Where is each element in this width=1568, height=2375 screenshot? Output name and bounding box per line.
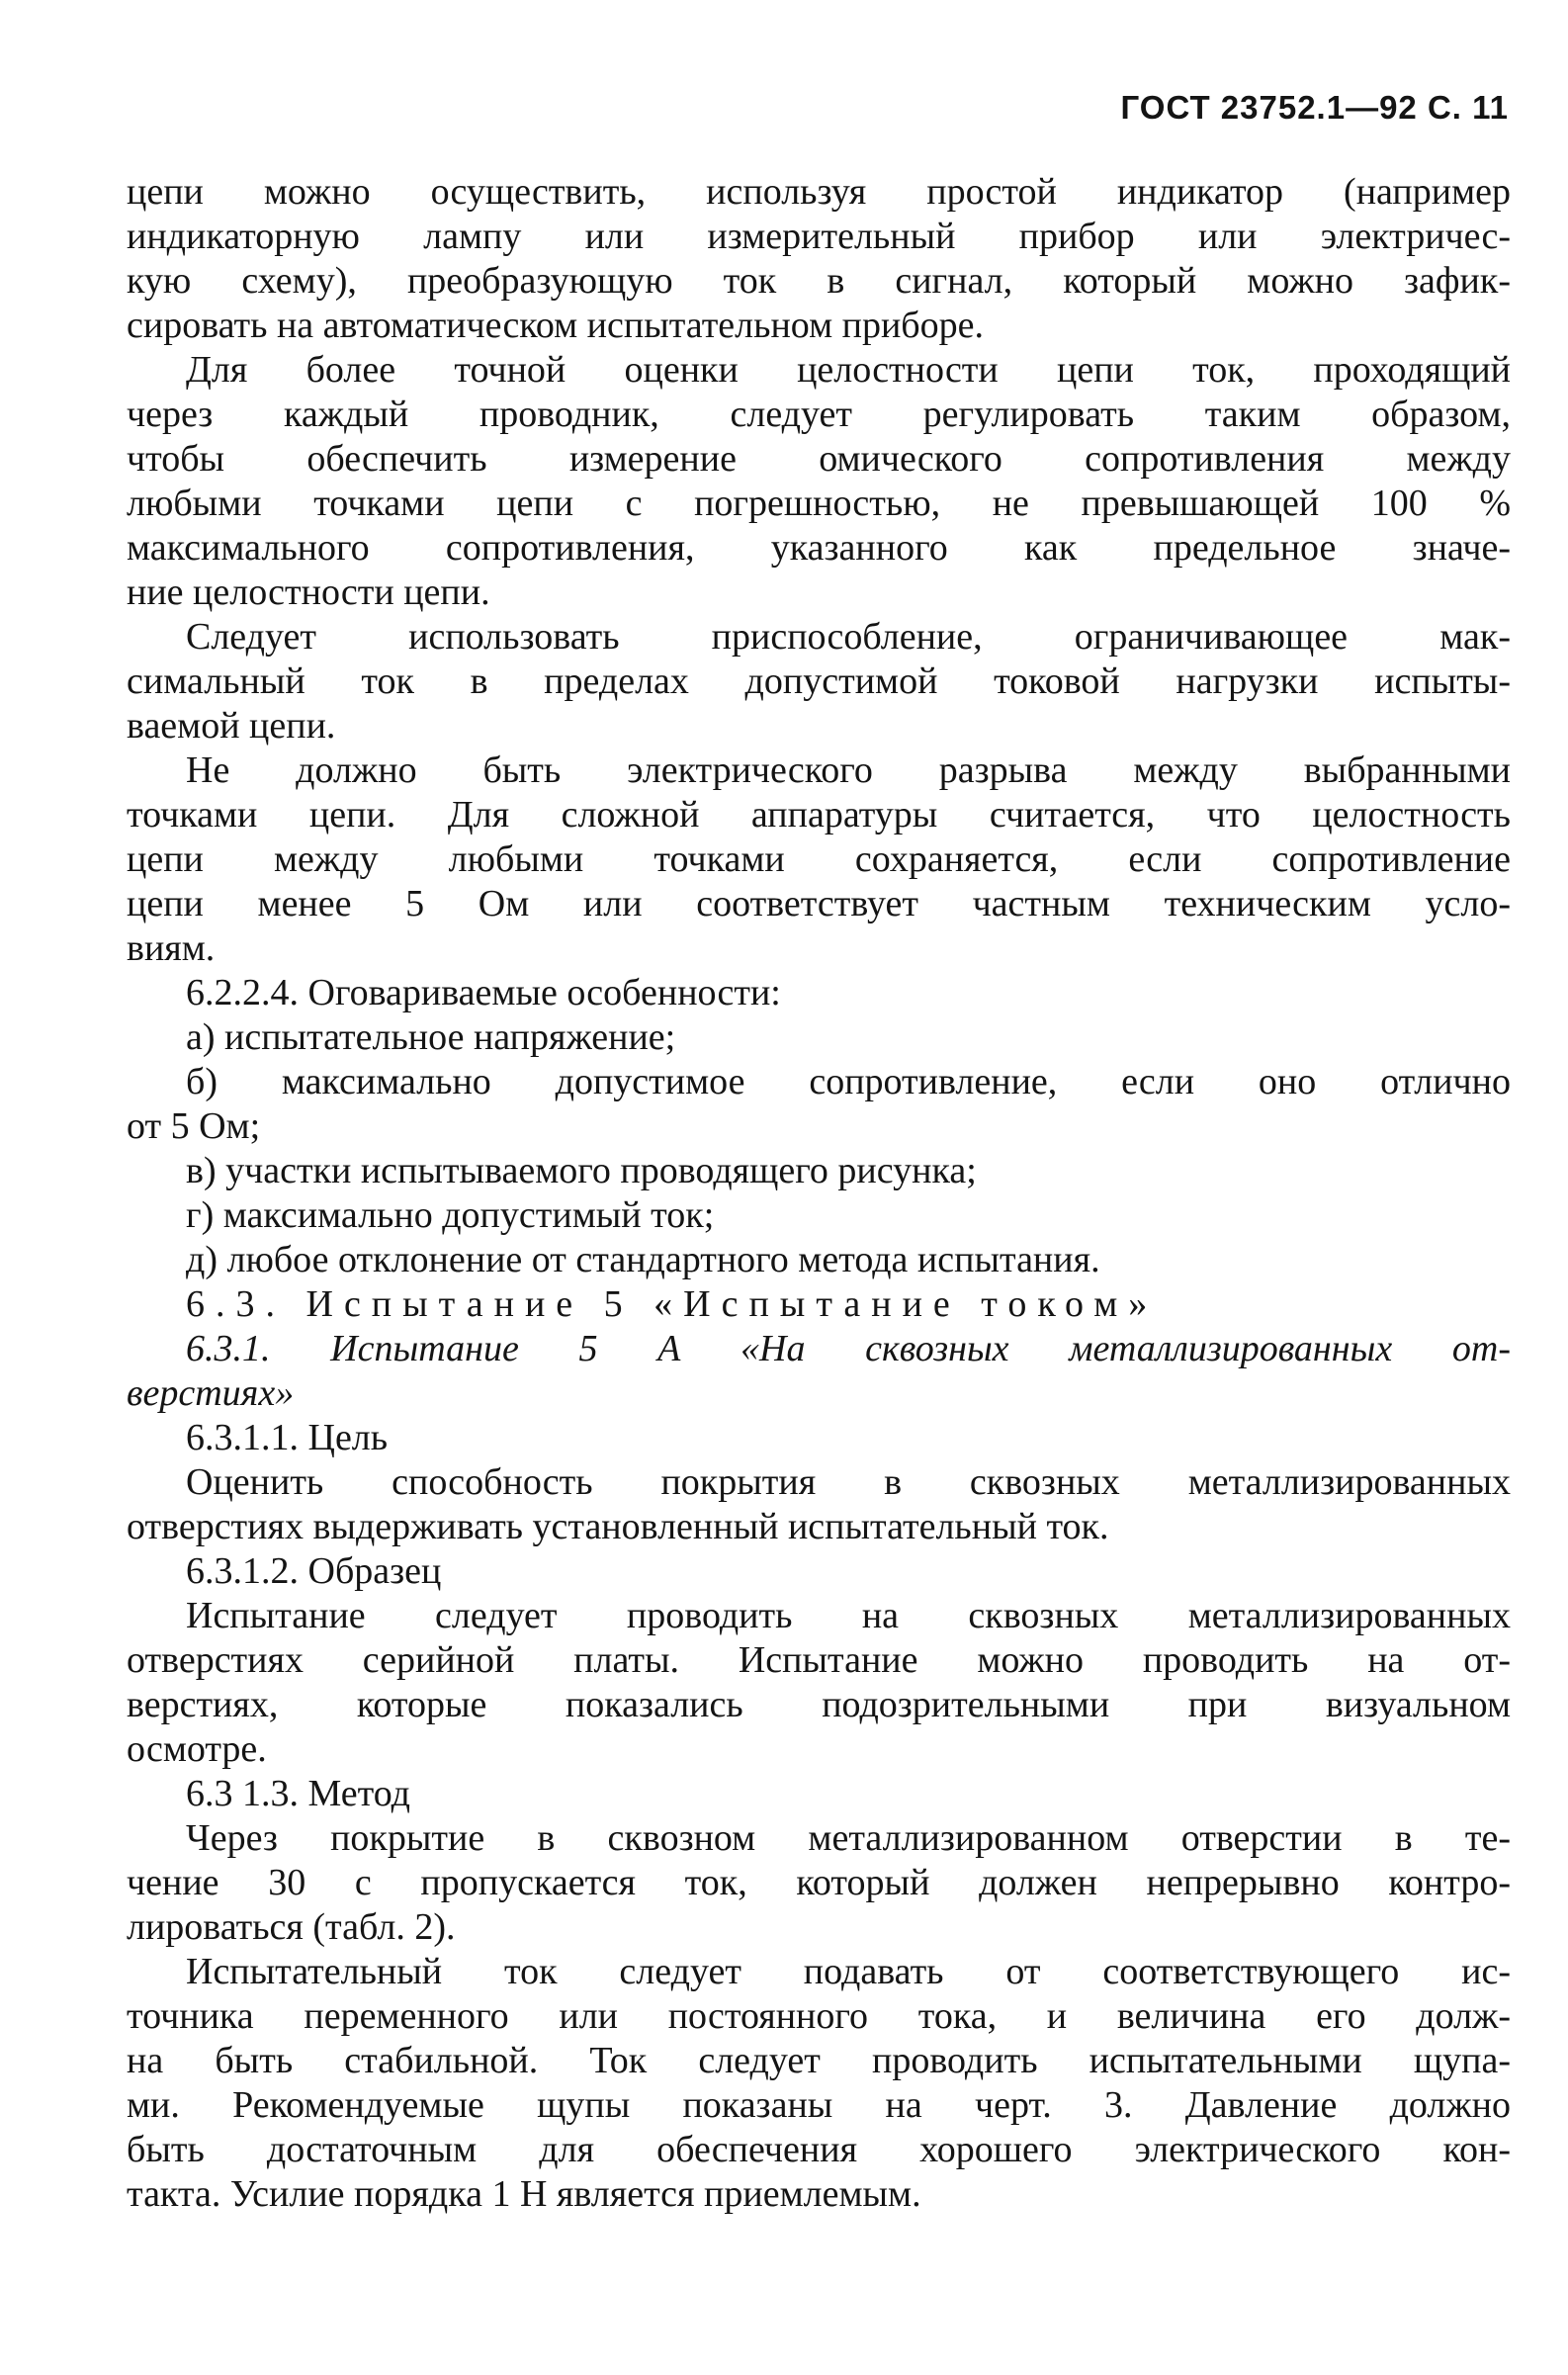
text-line: любыми точками цепи с погрешностью, не превышающей 100 % — [127, 483, 1511, 524]
text-line: г) максимально допустимый ток; — [186, 1194, 715, 1236]
text-line: индикаторную лампу или измерительный прибор или электричес- — [127, 216, 1511, 257]
text-line: отверстиях выдерживать установленный испытательный ток. — [127, 1506, 1109, 1547]
text-line: симальный ток в пределах допустимой токовой нагрузки испыты- — [127, 660, 1511, 702]
page-header: ГОСТ 23752.1—92 С. 11 — [1120, 89, 1509, 126]
text-line: цепи менее 5 Ом или соответствует частным техническим усло- — [127, 883, 1511, 924]
text-line: Для более точной оценки целостности цепи ток, проходящий — [186, 349, 1511, 391]
text-line: от 5 Ом; — [127, 1105, 261, 1147]
text-line: ние целостности цепи. — [127, 572, 490, 613]
text-line: кую схему), преобразующую ток в сигнал, который можно зафик- — [127, 260, 1511, 302]
text-line: точника переменного или постоянного тока, и величина его долж- — [127, 1995, 1511, 2037]
text-line: в) участки испытываемого проводящего рисунка; — [186, 1150, 977, 1191]
body-text — [127, 170, 1511, 2217]
text-line: через каждый проводник, следует регулировать таким образом, — [127, 394, 1511, 435]
text-line: верстиях» — [127, 1372, 295, 1414]
text-line: д) любое отклонение от стандартного метода испытания. — [186, 1239, 1100, 1280]
text-line: 6.3.1.2. Образец — [186, 1550, 442, 1592]
text-line: а) испытательное напряжение; — [186, 1016, 676, 1058]
text-line: Испытание следует проводить на сквозных металлизированных — [186, 1595, 1511, 1636]
text-line: максимального сопротивления, указанного как предельное значе- — [127, 527, 1511, 569]
text-line: чение 30 с пропускается ток, который должен непрерывно контро- — [127, 1862, 1511, 1903]
text-line: цепи можно осуществить, используя простой индикатор (например — [127, 171, 1511, 213]
text-line: 6.3.1. Испытание 5 А «На сквозных металлизированных от- — [186, 1328, 1511, 1369]
text-line: осмотре. — [127, 1728, 267, 1770]
text-line: Через покрытие в сквозном металлизированном отверстии в те- — [186, 1817, 1511, 1859]
text-line: быть достаточным для обеспечения хорошего электрического кон- — [127, 2129, 1511, 2170]
text-line: сировать на автоматическом испытательном приборе. — [127, 305, 984, 346]
text-line: 6.3 1.3. Метод — [186, 1773, 410, 1814]
text-line: Испытательный ток следует подавать от соответствующего ис- — [186, 1951, 1511, 1992]
text-line: ми. Рекомендуемые щупы показаны на черт. 3. Давление должно — [127, 2084, 1511, 2126]
text-line: 6.3.1.1. Цель — [186, 1417, 389, 1458]
text-line: Не должно быть электрического разрыва между выбранными — [186, 749, 1511, 791]
text-line: такта. Усилие порядка 1 Н является приемлемым. — [127, 2173, 921, 2215]
text-line: 6.2.2.4. Оговариваемые особенности: — [186, 972, 781, 1013]
text-line: точками цепи. Для сложной аппаратуры считается, что целостность — [127, 794, 1511, 836]
text-line: цепи между любыми точками сохраняется, если сопротивление — [127, 838, 1511, 880]
text-line: чтобы обеспечить измерение омического сопротивления между — [127, 438, 1511, 480]
text-line: Оценить способность покрытия в сквозных металлизированных — [186, 1461, 1511, 1503]
text-line: виям. — [127, 927, 216, 969]
text-line: лироваться (табл. 2). — [127, 1906, 456, 1948]
text-line: 6.3. Испытание 5 «Испытание током» — [186, 1283, 1159, 1325]
text-line: б) максимально допустимое сопротивление, если оно отлично — [186, 1061, 1511, 1102]
text-line: Следует использовать приспособление, ограничивающее мак- — [186, 616, 1511, 658]
text-line: на быть стабильной. Ток следует проводить испытательными щупа- — [127, 2040, 1511, 2081]
text-line: отверстиях серийной платы. Испытание можно проводить на от- — [127, 1639, 1511, 1681]
text-line: ваемой цепи. — [127, 705, 336, 747]
text-line: верстиях, которые показались подозрительными при визуальном — [127, 1684, 1511, 1725]
